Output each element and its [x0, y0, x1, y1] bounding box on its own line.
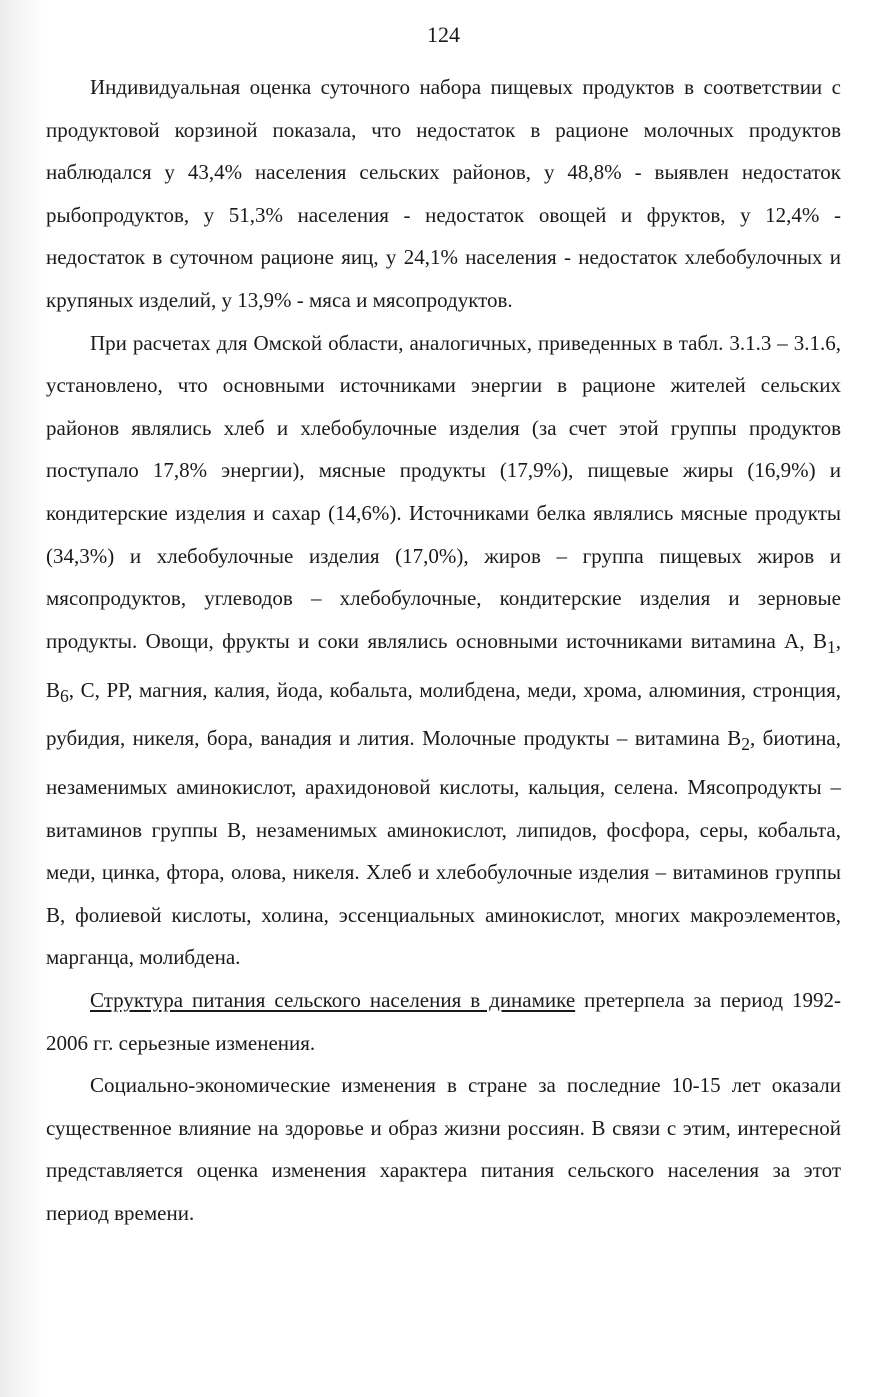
paragraph-2 — [46, 322, 841, 979]
paragraph-2-text-4: , биотина, незаменимых аминокислот, арахидоновой кислоты, кальция, селена. Мясопродукты – витаминов группы В, незаменимых аминокислот, липидов, фосфора, серы, кобальта, меди, цинка, фтора, олова, никеля. Хлеб и хлебобулочные изделия – витаминов группы В, фолиевой кислоты, холина, эссенциальных аминокислот, многих макроэлементов, марганца, молибдена. — [46, 726, 841, 970]
paragraph-2-text-1: При расчетах для Омской области, аналогичных, приведенных в табл. 3.1.3 – 3.1.6, установлено, что основными источниками энергии в рационе жителей сельских районов являлись хлеб и хлебобулочные изделия (за счет этой группы продуктов поступало 17,8% энергии), мясные продукты (17,9%), пищевые жиры (16,9%) и кондитерские изделия и сахар (14,6%). Источниками белка являлись мясные продукты (34,3%) и хлебобулочные изделия (17,0%), жиров – группа пищевых жиров и мясопродуктов, углеводов – хлебобулочные, кондитерские изделия и зерновые продукты. Овощи, фрукты и соки являлись основными источниками витамина А, В — [46, 330, 841, 653]
paragraph-3-text: претерпела за период 1992-2006 гг. серьезные изменения. — [46, 988, 841, 1055]
paragraph-1: Индивидуальная оценка суточного набора пищевых продуктов в соответствии с продуктовой корзиной показала, что недостаток в рационе молочных продуктов наблюдался у 43,4% населения сельских районов, у 48,8% - выявлен недостаток рыбопродуктов, у 51,3% населения - недостаток овощей и фруктов, у 12,4% - недостаток в суточном рационе яиц, у 24,1% населения - недостаток хлебобулочных и крупяных изделий, у 13,9% - мяса и мясопродуктов. — [46, 75, 841, 312]
paragraph-2-text-2: , В — [46, 628, 841, 702]
paragraph-4: Социально-экономические изменения в стране за последние 10-15 лет оказали существенное влияние на здоровье и образ жизни россиян. В связи с этим, интересной представляется оценка изменения характера питания сельского населения за этот период времени. — [46, 1073, 841, 1225]
paragraph-2-text-3: , С, РР, магния, калия, йода, кобальта, молибдена, меди, хрома, алюминия, стронция, рубидия, никеля, бора, ванадия и лития. Молочные продукты – витамина В — [46, 677, 841, 751]
subscript-6: 6 — [60, 685, 69, 706]
subscript-2: 2 — [741, 734, 750, 755]
subscript-1: 1 — [827, 636, 836, 657]
section-heading-underlined: Структура питания сельского населения в динамике — [90, 988, 576, 1013]
page-number: 124 — [427, 22, 460, 47]
body-text — [46, 66, 841, 1235]
paragraph-3 — [46, 979, 841, 1064]
scan-shadow — [0, 0, 44, 1397]
